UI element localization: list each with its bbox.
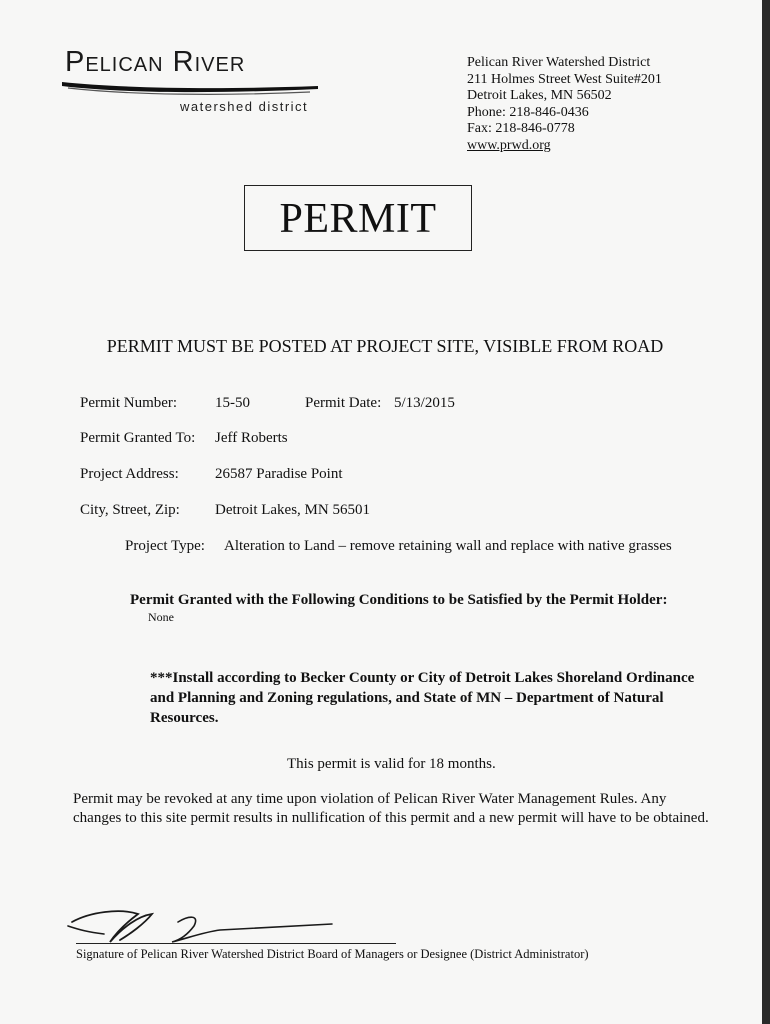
posting-notice: PERMIT MUST BE POSTED AT PROJECT SITE, VISIBLE FROM ROAD: [106, 336, 664, 356]
project-type-label: Project Type:: [125, 538, 205, 554]
scan-edge: [762, 0, 770, 1024]
org-name: Pelican River Watershed District: [467, 55, 651, 70]
street-address: 211 Holmes Street West Suite#201: [467, 71, 662, 87]
fax: Fax: 218-846-0778: [467, 121, 575, 136]
signature-line: [76, 943, 396, 944]
permit-date-label: Permit Date:: [305, 395, 382, 411]
city-zip-label: City, Street, Zip:: [80, 502, 180, 518]
permit-number-value: 15-50: [215, 395, 250, 411]
signature-caption: Signature of Pelican River Watershed District Board of Managers or Designee (District Administrator): [76, 947, 589, 961]
city-zip-value: Detroit Lakes, MN 56501: [215, 502, 370, 518]
project-type-value: Alteration to Land – remove retaining wall and replace with native grasses: [224, 538, 672, 554]
district-logo: [60, 46, 320, 116]
project-address-label: Project Address:: [80, 466, 179, 482]
phone: Phone: 218-846-0436: [467, 104, 589, 120]
granted-to-value: Jeff Roberts: [215, 430, 288, 446]
conditions-value: None: [148, 610, 174, 624]
project-address-value: 26587 Paradise Point: [215, 466, 343, 482]
conditions-heading: Permit Granted with the Following Conditions to be Satisfied by the Permit Holder:: [130, 592, 668, 608]
address-block: [467, 55, 662, 154]
permit-title: PERMIT: [279, 196, 437, 242]
revocation-statement: Permit may be revoked at any time upon violation of Pelican River Water Management Rules. Any changes to this site permit results in nullification of this permit and a new permit will have to be obtained.: [73, 791, 709, 826]
logo-subtitle: watershed district: [180, 99, 309, 114]
permit-number-label: Permit Number:: [80, 395, 178, 411]
city-state-zip: Detroit Lakes, MN 56502: [467, 88, 612, 103]
website-link[interactable]: www.prwd.org: [467, 137, 551, 153]
install-note: ***Install according to Becker County or City of Detroit Lakes Shoreland Ordinance and Planning and Zoning regulations, and State of MN – Department of Natural Resources.: [150, 670, 695, 726]
granted-to-label: Permit Granted To:: [80, 430, 196, 446]
validity-statement: This permit is valid for 18 months.: [287, 756, 496, 772]
logo-name: Pelican River: [65, 46, 246, 78]
permit-date-value: 5/13/2015: [394, 395, 455, 411]
logo-swoosh: [60, 78, 320, 100]
permit-title-box: [244, 185, 472, 251]
